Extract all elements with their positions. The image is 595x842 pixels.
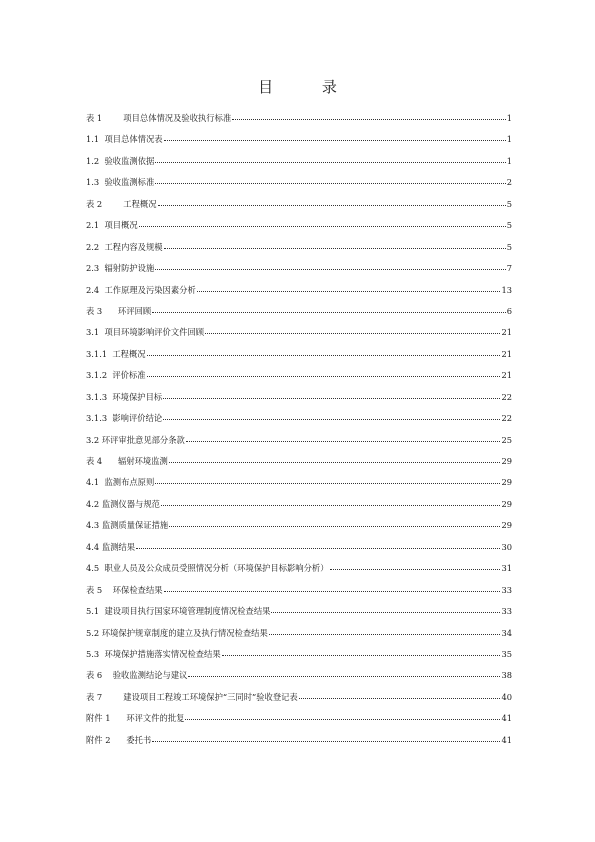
toc-page-number: 21 (501, 348, 512, 359)
toc-entry-label: 1.3 验收监测标准 (86, 177, 155, 188)
toc-entry[interactable] (86, 412, 512, 433)
toc-entry-label: 3.1.2 评价标准 (86, 370, 146, 381)
toc-entry[interactable] (86, 133, 512, 154)
toc-page-number: 22 (501, 413, 512, 424)
toc-title: 目 录 (258, 78, 359, 96)
toc-entry[interactable] (86, 712, 512, 733)
toc-dot-leader (163, 398, 500, 399)
toc-page-number: 13 (501, 284, 512, 295)
toc-dot-leader (330, 569, 501, 570)
toc-dot-leader (139, 226, 506, 227)
toc-entry[interactable] (86, 348, 512, 369)
toc-dot-leader (269, 634, 501, 635)
toc-page-number: 1 (506, 113, 512, 123)
toc-entry-label: 表 2 工程概况 (86, 198, 157, 209)
toc-entry[interactable] (86, 562, 512, 583)
toc-dot-leader (185, 719, 500, 720)
toc-page-number: 29 (501, 520, 512, 531)
toc-page-number: 33 (501, 606, 512, 617)
toc-dot-leader (152, 741, 500, 742)
toc-page-number: 6 (506, 305, 512, 316)
toc-entry[interactable] (86, 176, 512, 197)
toc-page-number: 31 (501, 563, 512, 574)
toc-page-number: 2 (506, 177, 512, 188)
toc-dot-leader (205, 333, 500, 334)
toc-entry[interactable] (86, 241, 512, 262)
toc-dot-leader (232, 119, 506, 120)
toc-entry[interactable] (86, 219, 512, 240)
toc-entry-label: 3.1.3 环境保护目标 (86, 391, 163, 402)
toc-page-number: 29 (501, 477, 512, 488)
toc-page-number: 5 (506, 198, 512, 209)
toc-entry-label: 4.2 监测仪器与规范 (86, 498, 160, 509)
toc-entry-label: 4.4 监测结果 (86, 541, 136, 552)
toc-entry[interactable] (86, 391, 512, 412)
toc-dot-leader (147, 376, 501, 377)
toc-page-number: 1 (506, 134, 512, 145)
toc-entry[interactable] (86, 691, 512, 712)
toc-dot-leader (161, 505, 501, 506)
toc-dot-leader (155, 162, 505, 163)
toc-entry-label: 3.1 项目环境影响评价文件回顾 (86, 327, 205, 338)
toc-dot-leader (222, 655, 501, 656)
toc-dot-leader (164, 248, 506, 249)
toc-entry-label: 3.1.3 影响评价结论 (86, 413, 163, 424)
toc-entry[interactable] (86, 284, 512, 305)
toc-entry[interactable] (86, 519, 512, 540)
toc-dot-leader (164, 591, 501, 592)
toc-entry[interactable] (86, 305, 512, 326)
toc-dot-leader (164, 140, 506, 141)
toc-entry-label: 2.1 项目概况 (86, 220, 138, 231)
toc-dot-leader (158, 205, 506, 206)
toc-entry[interactable] (86, 112, 512, 133)
toc-entry-label: 表 3 环评回顾 (86, 305, 152, 316)
toc-entry[interactable] (86, 627, 512, 648)
toc-page-number: 40 (501, 691, 512, 702)
toc-entry-label: 2.2 工程内容及规模 (86, 241, 163, 252)
toc-page-number: 29 (501, 498, 512, 509)
toc-dot-leader (169, 526, 500, 527)
toc-page-number: 21 (501, 370, 512, 381)
toc-dot-leader (152, 312, 505, 313)
toc-entry-label: 1.1 项目总体情况表 (86, 134, 163, 145)
toc-page-number: 5 (506, 241, 512, 252)
toc-dot-leader (169, 462, 501, 463)
toc-dot-leader (155, 183, 505, 184)
toc-page-number: 35 (501, 648, 512, 659)
toc-entry-label: 附件 2 委托书 (86, 734, 152, 745)
toc-entry[interactable] (86, 198, 512, 219)
toc-page-number: 41 (501, 713, 512, 724)
toc-entry-label: 5.1 建设项目执行国家环境管理制度情况检查结果 (86, 606, 271, 617)
toc-page-number: 25 (501, 434, 512, 445)
toc-entry-label: 3.1.1 工程概况 (86, 348, 146, 359)
toc-dot-leader (155, 483, 500, 484)
toc-page-number: 29 (501, 456, 512, 466)
toc-dot-leader (186, 441, 501, 442)
toc-list (86, 112, 512, 755)
toc-entry-label: 3.2 环评审批意见部分条款 (86, 434, 185, 445)
toc-entry-label: 1.2 验收监测依据 (86, 155, 155, 166)
toc-page-number: 41 (501, 734, 512, 745)
toc-entry[interactable] (86, 434, 512, 455)
toc-dot-leader (136, 548, 500, 549)
toc-entry-label: 表 7 建设项目工程竣工环境保护“三同时”验收登记表 (86, 691, 298, 702)
toc-entry[interactable] (86, 605, 512, 626)
toc-entry-label: 2.4 工作原理及污染因素分析 (86, 284, 196, 295)
toc-page-number: 21 (501, 327, 512, 338)
toc-entry[interactable] (86, 648, 512, 669)
toc-entry[interactable] (86, 326, 512, 347)
toc-dot-leader (188, 676, 500, 677)
toc-page-number: 38 (501, 670, 512, 681)
toc-dot-leader (155, 269, 505, 270)
toc-entry[interactable] (86, 455, 512, 476)
toc-entry-label: 4.3 监测质量保证措施 (86, 520, 169, 531)
toc-entry-label: 附件 1 环评文件的批复 (86, 713, 185, 724)
toc-dot-leader (271, 612, 500, 613)
toc-entry-label: 表 5 环保检查结果 (86, 584, 163, 595)
toc-entry-label: 5.2 环境保护规章制度的建立及执行情况检查结果 (86, 627, 268, 638)
toc-entry[interactable] (86, 669, 512, 690)
toc-entry-label: 表 6 验收监测结论与建议 (86, 670, 188, 681)
toc-entry-label: 2.3 辐射防护设施 (86, 263, 155, 274)
toc-entry[interactable] (86, 498, 512, 519)
toc-entry[interactable] (86, 584, 512, 605)
toc-entry-label: 4.5 职业人员及公众成员受照情况分析（环境保护目标影响分析） (86, 563, 329, 574)
toc-entry[interactable] (86, 476, 512, 497)
toc-page-number: 34 (501, 627, 512, 638)
toc-page-number: 5 (506, 220, 512, 231)
toc-dot-leader (197, 291, 501, 292)
toc-entry[interactable] (86, 541, 512, 562)
toc-dot-leader (147, 355, 501, 356)
toc-entry[interactable] (86, 734, 512, 755)
toc-entry[interactable] (86, 369, 512, 390)
toc-page-number: 22 (501, 391, 512, 402)
toc-dot-leader (299, 698, 501, 699)
toc-dot-leader (163, 419, 500, 420)
toc-entry-label: 表 1 项目总体情况及验收执行标准 (86, 113, 232, 123)
toc-page-number: 30 (501, 541, 512, 552)
toc-entry[interactable] (86, 155, 512, 176)
toc-page-number: 7 (506, 263, 512, 274)
toc-page-number: 1 (506, 155, 512, 166)
toc-entry-label: 5.3 环境保护措施落实情况检查结果 (86, 648, 221, 659)
toc-entry-label: 表 4 辐射环境监测 (86, 456, 168, 466)
toc-entry[interactable] (86, 262, 512, 283)
toc-page-number: 33 (501, 584, 512, 595)
toc-entry-label: 4.1 监测布点原则 (86, 477, 155, 488)
